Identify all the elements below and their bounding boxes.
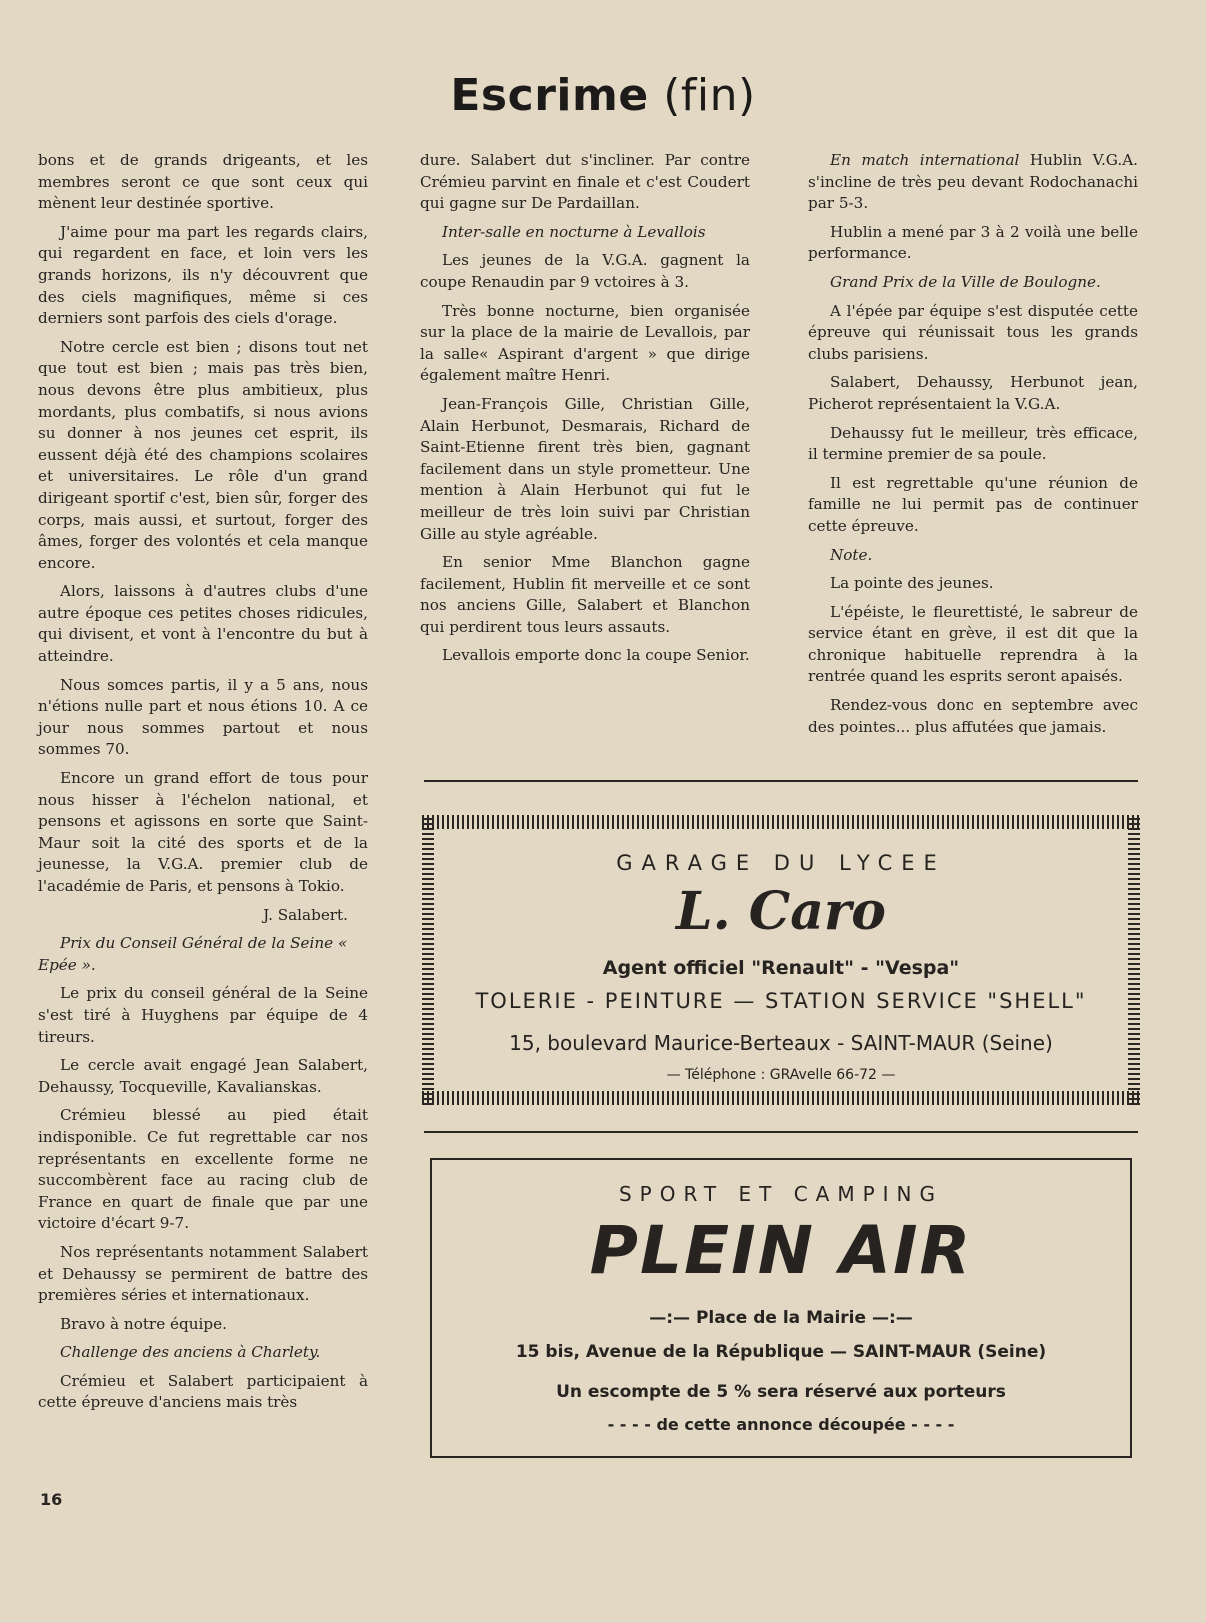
ad-border-bottom [422, 1091, 1140, 1105]
paragraph: Nos représentants notamment Salabert et Dehaussy se permirent de battre des premières séries et internationaux. [38, 1242, 368, 1305]
section-heading: Challenge des anciens à Charlety. [60, 1343, 321, 1362]
paragraph: Jean-François Gille, Christian Gille, Alain Herbunot, Desmarais, Richard de Saint-Etienne firent très bien, gagnant facilement dans un style prometteur. Une mention à Alain Herbunot qui fut le meilleur de très loin suivi par Christian Gille au style agréable. [420, 394, 750, 543]
paragraph: A l'épée par équipe s'est disputée cette épreuve qui réunissait tous les grands clubs parisiens. [808, 301, 1138, 363]
title-main: Escrime [450, 70, 649, 121]
paragraph: Il est regrettable qu'une réunion de famille ne lui permit pas de continuer cette épreuve. [808, 473, 1138, 535]
paragraph: Salabert, Dehaussy, Herbunot jean, Picherot représentaient la V.G.A. [808, 373, 1138, 413]
paragraph: La pointe des jeunes. [830, 574, 994, 593]
ad-garage-services: TOLERIE - PEINTURE — STATION SERVICE "SHELL" [475, 989, 1087, 1013]
ad-border-top [422, 815, 1140, 829]
paragraph: Bravo à notre équipe. [60, 1314, 227, 1333]
section-heading: Inter-salle en nocturne à Levallois [442, 222, 706, 241]
ad-garage-address: 15, boulevard Maurice-Berteaux - SAINT-MAUR (Seine) [509, 1031, 1053, 1055]
ad-garage-agent: Agent officiel "Renault" - "Vespa" [602, 957, 960, 979]
ad-garage-du-lycee [422, 815, 1140, 1105]
ad-border-left [422, 815, 434, 1105]
ad-content [436, 829, 1126, 1091]
ad-garage-owner: L. Caro [676, 881, 886, 942]
ad-pleinair-name: PLEIN AIR [589, 1212, 973, 1289]
intro-italic: En match international [830, 151, 1020, 169]
article-column-1 [38, 150, 368, 1421]
ad-pleinair-place: —:— Place de la Mairie —:— [649, 1308, 913, 1328]
divider-rule [424, 1131, 1138, 1133]
paragraph: Les jeunes de la V.G.A. gagnent la coupe Renaudin par 9 vctoires à 3. [420, 251, 750, 291]
paragraph: dure. Salabert dut s'incliner. Par contre Crémieu parvint en finale et c'est Coudert qui gagne sur De Pardaillan. [420, 151, 750, 213]
ad-plein-air [430, 1158, 1132, 1458]
paragraph: Encore un grand effort de tous pour nous hisser à l'échelon national, et pensons et agissons en sorte que Saint-Maur soit la cité des sports et de la jeunesse, la V.G.A. premier club de l'académie de Paris, et pensons à Tokio. [38, 769, 368, 895]
paragraph: bons et de grands drigeants, et les membres seront ce que sont ceux qui mènent leur destinée sportive. [38, 151, 368, 213]
paragraph: Nous somces partis, il y a 5 ans, nous n'étions nulle part et nous étions 10. A ce jour nous sommes partout et nous sommes 70. [38, 675, 368, 759]
section-heading: Prix du Conseil Général de la Seine « Epée ». [38, 934, 348, 974]
author-signature: J. Salabert. [263, 905, 348, 924]
divider-rule [424, 780, 1138, 782]
ad-border-right [1128, 815, 1140, 1105]
paragraph: Levallois emporte donc la coupe Senior. [442, 646, 750, 665]
paragraph: Très bonne nocturne, bien organisée sur la place de la mairie de Levallois, par la salle« Aspirant d'argent » que dirige également maître Henri. [420, 301, 750, 385]
ad-pleinair-coupon: - - - - de cette annonce découpée - - - - [607, 1415, 955, 1434]
title-suffix: (fin) [663, 70, 756, 121]
intro-rest: Hublin V.G.A. s'incline de très peu devant Rodochanachi par 5-3. [808, 151, 1138, 213]
article-column-2 [420, 150, 750, 674]
paragraph: Le prix du conseil général de la Seine s'est tiré à Huyghens par équipe de 4 tireurs. [38, 984, 368, 1046]
paragraph: Hublin a mené par 3 à 2 voilà une belle performance. [808, 222, 1138, 263]
paragraph: Crémieu et Salabert participaient à cette épreuve d'anciens mais très [38, 1371, 368, 1412]
paragraph [808, 150, 1138, 215]
ad-pleinair-discount: Un escompte de 5 % sera réservé aux porteurs [556, 1382, 1006, 1402]
page-number: 16 [40, 1490, 63, 1509]
section-heading: Grand Prix de la Ville de Boulogne. [830, 272, 1101, 291]
paragraph: Alors, laissons à d'autres clubs d'une autre époque ces petites choses ridicules, qui divisent, et vont à l'encontre du but à atteindre. [38, 582, 368, 666]
ad-garage-phone: — Téléphone : GRAvelle 66-72 — [666, 1067, 896, 1083]
paragraph: Crémieu blessé au pied était indisponible. Ce fut regrettable car nos représentants en excellente forme ne succombèrent face au racing club de France en quart de finale que par une victoire d'écart 9-7. [38, 1106, 368, 1233]
ad-pleinair-tagline: SPORT ET CAMPING [618, 1182, 944, 1206]
paragraph: Le cercle avait engagé Jean Salabert, Dehaussy, Tocqueville, Kavalianskas. [38, 1056, 368, 1096]
paragraph: L'épéiste, le fleurettisté, le sabreur de service étant en grève, il est dit que la chronique habituelle reprendra à la rentrée quand les esprits seront apaisés. [808, 602, 1138, 686]
article-column-3 [808, 150, 1138, 745]
paragraph: J'aime pour ma part les regards clairs, qui regardent en face, et loin vers les grands horizons, ils n'y découvrent que des ciels magnifiques, même si ces derniers sont parfois des ciels d'orage. [38, 222, 368, 328]
paragraph: Dehaussy fut le meilleur, très efficace, il termine premier de sa poule. [808, 423, 1138, 464]
paragraph: Notre cercle est bien ; disons tout net que tout est bien ; mais pas très bien, nous devons être plus ambitieux, plus mordants, plus combatifs, si nous avions su donner à nos jeunes cet esprit, ils eussent déjà été des champions scolaires et universitaires. Le rôle d'un grand dirigeant sportif c'est, bien sûr, forger des corps, mais aussi, et surtout, forger des âmes, forger des volontés et cela manque encore. [38, 337, 368, 572]
paragraph: Rendez-vous donc en septembre avec des pointes... plus affutées que jamais. [808, 696, 1138, 736]
paragraph: En senior Mme Blanchon gagne facilement, Hublin fit merveille et ce sont nos anciens Gille, Salabert et Blanchon qui perdirent tous leurs assauts. [420, 553, 750, 636]
ad-garage-name: GARAGE DU LYCEE [616, 851, 946, 875]
page-title [0, 70, 1206, 121]
note-label: Note. [830, 545, 873, 564]
ad-pleinair-address: 15 bis, Avenue de la République — SAINT-MAUR (Seine) [515, 1342, 1047, 1362]
